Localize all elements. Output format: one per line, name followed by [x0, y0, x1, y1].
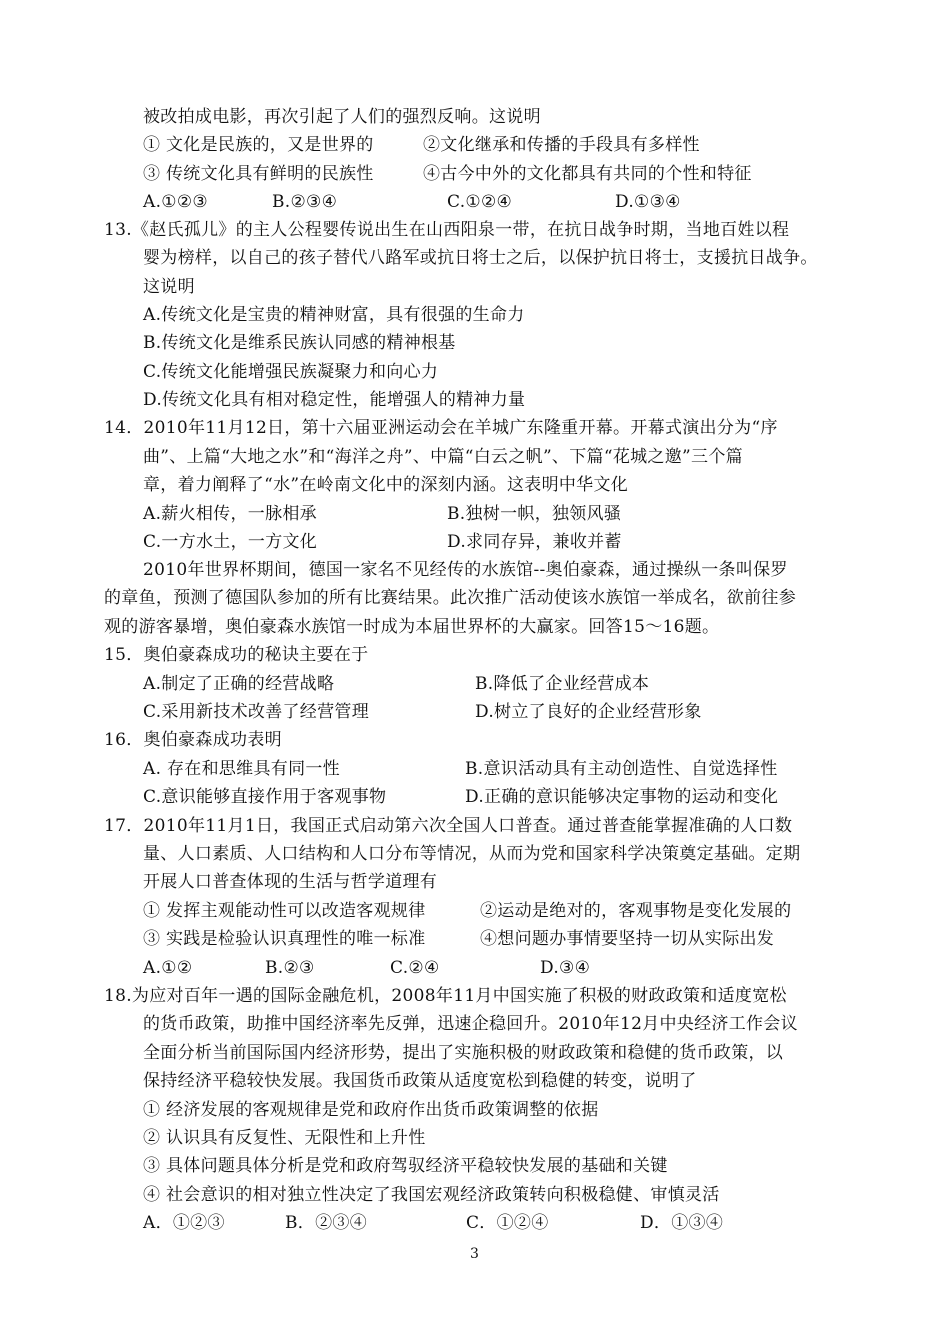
q18-stem-line-2: 的货币政策，助推中国经济率先反弹，迅速企稳回升。2010年12月中央经济工作会议 — [143, 1014, 798, 1034]
q17-option-d: D.③④ — [540, 958, 591, 978]
q18-option-c: C．①②④ — [466, 1213, 549, 1233]
q13-stem-line-2: 婴为榜样，以自己的孩子替代八路军或抗日将士之后，以保护抗日将士，支援抗日战争。 — [143, 248, 818, 268]
q13-option-b: B.传统文化是维系民族认同感的精神根基 — [143, 333, 456, 353]
q18-statement-4: ④ 社会意识的相对独立性决定了我国宏观经济政策转向积极稳健、审慎灵活 — [143, 1185, 720, 1205]
q13-stem-line-3: 这说明 — [143, 277, 195, 297]
q17-option-a: A.①② — [143, 958, 193, 978]
q14-option-c: C.一方水土，一方文化 — [143, 532, 318, 552]
q14-stem-line-1: 14．2010年11月12日，第十六届亚洲运动会在羊城广东隆重开幕。开幕式演出分为“序 — [104, 418, 778, 438]
q16-option-b: B.意识活动具有主动创造性、自觉选择性 — [465, 759, 778, 779]
q12-statement-3: ③ 传统文化具有鲜明的民族性 — [143, 164, 374, 184]
q15-option-b: B.降低了企业经营成本 — [475, 674, 650, 694]
q15-option-c: C.采用新技术改善了经营管理 — [143, 702, 370, 722]
q17-option-c: C.②④ — [390, 958, 440, 978]
q12-option-c: C.①②④ — [447, 192, 513, 212]
q17-stem-line-2: 量、人口素质、人口结构和人口分布等情况，从而为党和国家科学决策奠定基础。定期 — [143, 844, 801, 864]
q13-option-d: D.传统文化具有相对稳定性，能增强人的精神力量 — [143, 390, 526, 410]
q15-option-a: A.制定了正确的经营战略 — [143, 674, 335, 694]
q13-option-a: A.传统文化是宝贵的精神财富，具有很强的生命力 — [143, 305, 525, 325]
q14-option-d: D.求同存异，兼收并蓄 — [447, 532, 622, 552]
material-line-2: 的章鱼，预测了德国队参加的所有比赛结果。此次推广活动使该水族馆一举成名，欲前往参 — [104, 588, 796, 608]
q17-stem-line-1: 17．2010年11月1日，我国正式启动第六次全国人口普查。通过普查能掌握准确的人口数 — [104, 816, 793, 836]
q17-option-b: B.②③ — [265, 958, 315, 978]
q16-option-c: C.意识能够直接作用于客观事物 — [143, 787, 387, 807]
q17-statement-1: ① 发挥主观能动性可以改造客观规律 — [143, 901, 426, 921]
q18-option-a: A．①②③ — [143, 1213, 225, 1233]
q14-option-b: B.独树一帜，独领风骚 — [447, 504, 622, 524]
q15-stem: 15．奥伯豪森成功的秘诀主要在于 — [104, 645, 369, 665]
q14-option-a: A.薪火相传，一脉相承 — [143, 504, 317, 524]
page-number: 3 — [470, 1246, 479, 1262]
q12-option-b: B.②③④ — [272, 192, 338, 212]
q12-statement-1: ① 文化是民族的，又是世界的 — [143, 135, 374, 155]
q17-statement-2: ②运动是绝对的，客观事物是变化发展的 — [480, 901, 792, 921]
q18-stem-line-3: 全面分析当前国际国内经济形势，提出了实施积极的财政政策和稳健的货币政策，以 — [143, 1043, 784, 1063]
q13-option-c: C.传统文化能增强民族凝聚力和向心力 — [143, 362, 439, 382]
q13-stem-line-1: 13.《赵氏孤儿》的主人公程婴传说出生在山西阳泉一带，在抗日战争时期，当地百姓以程 — [104, 220, 790, 240]
q12-statement-4: ④古今中外的文化都具有共同的个性和特征 — [423, 164, 752, 184]
q16-option-d: D.正确的意识能够决定事物的运动和变化 — [465, 787, 779, 807]
q17-stem-line-3: 开展人口普查体现的生活与哲学道理有 — [143, 872, 438, 892]
q12-stem-continuation: 被改拍成电影，再次引起了人们的强烈反响。这说明 — [143, 107, 541, 127]
q18-statement-3: ③ 具体问题具体分析是党和政府驾驭经济平稳较快发展的基础和关键 — [143, 1156, 668, 1176]
q18-stem-line-4: 保持经济平稳较快发展。我国货币政策从适度宽松到稳健的转变，说明了 — [143, 1071, 697, 1091]
q12-option-d: D.①③④ — [615, 192, 681, 212]
q12-option-a: A.①②③ — [143, 192, 208, 212]
q16-stem: 16．奥伯豪森成功表明 — [104, 730, 282, 750]
q18-option-b: B．②③④ — [285, 1213, 367, 1233]
q12-statement-2: ②文化继承和传播的手段具有多样性 — [423, 135, 700, 155]
material-line-3: 观的游客暴增，奥伯豪森水族馆一时成为本届世界杯的大赢家。回答15～16题。 — [104, 617, 720, 637]
q16-option-a: A. 存在和思维具有同一性 — [143, 759, 340, 779]
q18-option-d: D．①③④ — [640, 1213, 724, 1233]
q18-stem-line-1: 18.为应对百年一遇的国际金融危机，2008年11月中国实施了积极的财政政策和适度宽松 — [104, 986, 787, 1006]
q18-statement-2: ② 认识具有反复性、无限性和上升性 — [143, 1128, 426, 1148]
q14-stem-line-3: 章，着力阐释了“水”在岭南文化中的深刻内涵。这表明中华文化 — [143, 475, 629, 495]
q18-statement-1: ① 经济发展的客观规律是党和政府作出货币政策调整的依据 — [143, 1100, 599, 1120]
q15-option-d: D.树立了良好的企业经营形象 — [475, 702, 702, 722]
q17-statement-3: ③ 实践是检验认识真理性的唯一标准 — [143, 929, 426, 949]
material-line-1: 2010年世界杯期间，德国一家名不见经传的水族馆--奥伯豪森，通过操纵一条叫保罗 — [143, 560, 788, 580]
q14-stem-line-2: 曲”、上篇“大地之水”和“海洋之舟”、中篇“白云之帆”、下篇“花城之邀”三个篇 — [143, 447, 743, 467]
q17-statement-4: ④想问题办事情要坚持一切从实际出发 — [480, 929, 775, 949]
